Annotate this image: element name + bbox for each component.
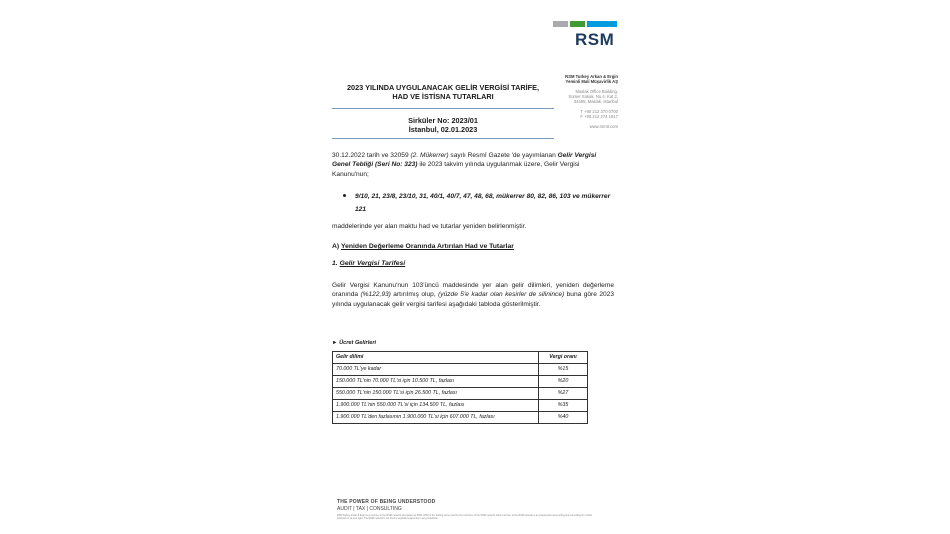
- circular-place-date: İstanbul, 02.01.2023: [408, 125, 478, 134]
- rate-cell: %27: [539, 388, 588, 400]
- table-row: [333, 388, 588, 400]
- column-header-bracket: Gelir dilimi: [333, 352, 539, 364]
- after-bullet-text: maddelerinde yer alan maktu had ve tutarlar yeniden belirlenmiştir.: [332, 223, 527, 230]
- title-line-2: HAD VE İSTİSNA TUTARLARI: [392, 92, 494, 101]
- circular-number: Sirküler No: 2023/01: [408, 116, 478, 125]
- rate-cell: %15: [539, 364, 588, 376]
- bracket-cell: 550.000 TL'nin 150.000 TL'si için 26.500 TL, fazlası: [333, 388, 539, 400]
- table-row: [333, 400, 588, 412]
- footer-services: AUDIT | TAX | CONSULTING: [337, 506, 402, 512]
- section-1-title: Gelir Vergisi Tarifesi: [339, 260, 406, 267]
- table-row: [333, 376, 588, 388]
- table-row: [333, 412, 588, 424]
- intro-text-c: sayılı Resmî Gazete 'de yayımlanan: [448, 152, 558, 159]
- section-a-title: Yeniden Değerleme Oranında Artırılan Had ve Tutarlar: [340, 243, 514, 250]
- title-line-1: 2023 YILINDA UYGULANACAK GELİR VERGİSİ TARİFE,: [346, 83, 540, 92]
- table-row: [333, 364, 588, 376]
- title-divider: [332, 108, 554, 109]
- address-line-1: Maslak Office Building,: [575, 89, 618, 94]
- firm-name-1: RSM Turkey Arkan & Ergin: [565, 74, 618, 79]
- intro-text-d: Gelir Vergisi Genel Tebliği (Seri No: 323): [332, 152, 597, 169]
- document-title: [332, 83, 554, 101]
- bracket-cell: 150.000 TL'nin 70.000 TL'si için 10.500 TL, fazlası: [333, 376, 539, 388]
- income-tax-table: [332, 351, 588, 424]
- logo-bar-blue: [587, 21, 617, 27]
- intro-text-e: ile 2023 takvim yılında uygulanmak üzere, Gelir Vergisi Kanunu'nun;: [332, 161, 580, 178]
- address-line-3: 34485, Maslak, İstanbul: [573, 99, 618, 104]
- table-heading: ► Ücret Gelirleri: [332, 340, 377, 346]
- column-header-rate: Vergi oranı: [539, 352, 588, 364]
- page-footer: [337, 499, 599, 520]
- footer-tagline: THE POWER OF BEING UNDERSTOOD: [337, 499, 436, 505]
- section-a-prefix: A): [332, 243, 341, 250]
- rate-cell: %20: [539, 376, 588, 388]
- circular-info: [332, 116, 554, 134]
- footer-legal: RSM Turkey Arkan & Ergin is a member of the RSM network and trades as RSM. RSM is the trading name used by the members of the RSM network. Each member of the RSM network is an independent accounting and consulting firm which practices in its own right. The RSM network is not itself a separate legal entity in any jurisdiction.: [337, 514, 593, 520]
- bracket-cell: 70.000 TL'ye kadar: [333, 364, 539, 376]
- rate-cell: %40: [539, 412, 588, 424]
- section-1-heading: [332, 260, 405, 267]
- article-list: 9/10, 21, 23/8, 23/10, 31, 40/1, 40/7, 47, 48, 68, mükerrer 80, 82, 86, 103 ve mükerrer 121: [355, 193, 611, 213]
- circular-divider: [332, 138, 554, 139]
- tariff-paragraph: [332, 281, 614, 309]
- para-text-d: (yüzde 5'e kadar olan kesirler de silinince): [438, 291, 565, 299]
- table-header-row: [333, 352, 588, 364]
- bracket-cell: 1.900.000 TL'den fazlasının 1.900.000 TL'si için 607.000 TL, fazlası: [333, 412, 539, 424]
- bullet-dot-icon: [343, 194, 346, 197]
- phone-number: T +90 212 370 0700: [580, 109, 618, 114]
- para-text-c: artırılmış olup,: [390, 291, 439, 299]
- rsm-logo-bars: [553, 21, 617, 29]
- intro-text-b: (2. Mükerrer): [410, 152, 449, 159]
- section-a-heading: [332, 243, 514, 250]
- intro-text-a: 30.12.2022 tarih ve 32059: [332, 152, 411, 159]
- bracket-cell: 1.900.000 TL'nin 550.000 TL'si için 134.500 TL, fazlası: [333, 400, 539, 412]
- firm-name-2: Yeminli Mali Müşavirlik AŞ: [565, 79, 618, 84]
- fax-number: F +90 212 274 1817: [580, 114, 618, 119]
- para-text-a: Gelir Vergisi Kanunu'nun 103'üncü maddesinde yer alan gelir dilimleri, yeniden değerleme oranında: [332, 282, 614, 299]
- address-line-2: Sümer Sokak, No.4, Kat 2,: [568, 94, 618, 99]
- para-text-e: buna göre 2023 yılında uygulanacak gelir vergisi tarifesi aşağıdaki tabloda gösterilmiştir.: [332, 291, 614, 308]
- section-1-prefix: 1.: [332, 260, 340, 267]
- website: www.rsmtr.com: [589, 124, 618, 129]
- para-text-b: (%122,93): [360, 291, 391, 299]
- intro-paragraph: [332, 151, 614, 179]
- logo-bar-green: [570, 21, 585, 27]
- rate-cell: %35: [539, 400, 588, 412]
- rsm-logo: RSM: [575, 30, 615, 49]
- logo-bar-gray: [553, 21, 568, 27]
